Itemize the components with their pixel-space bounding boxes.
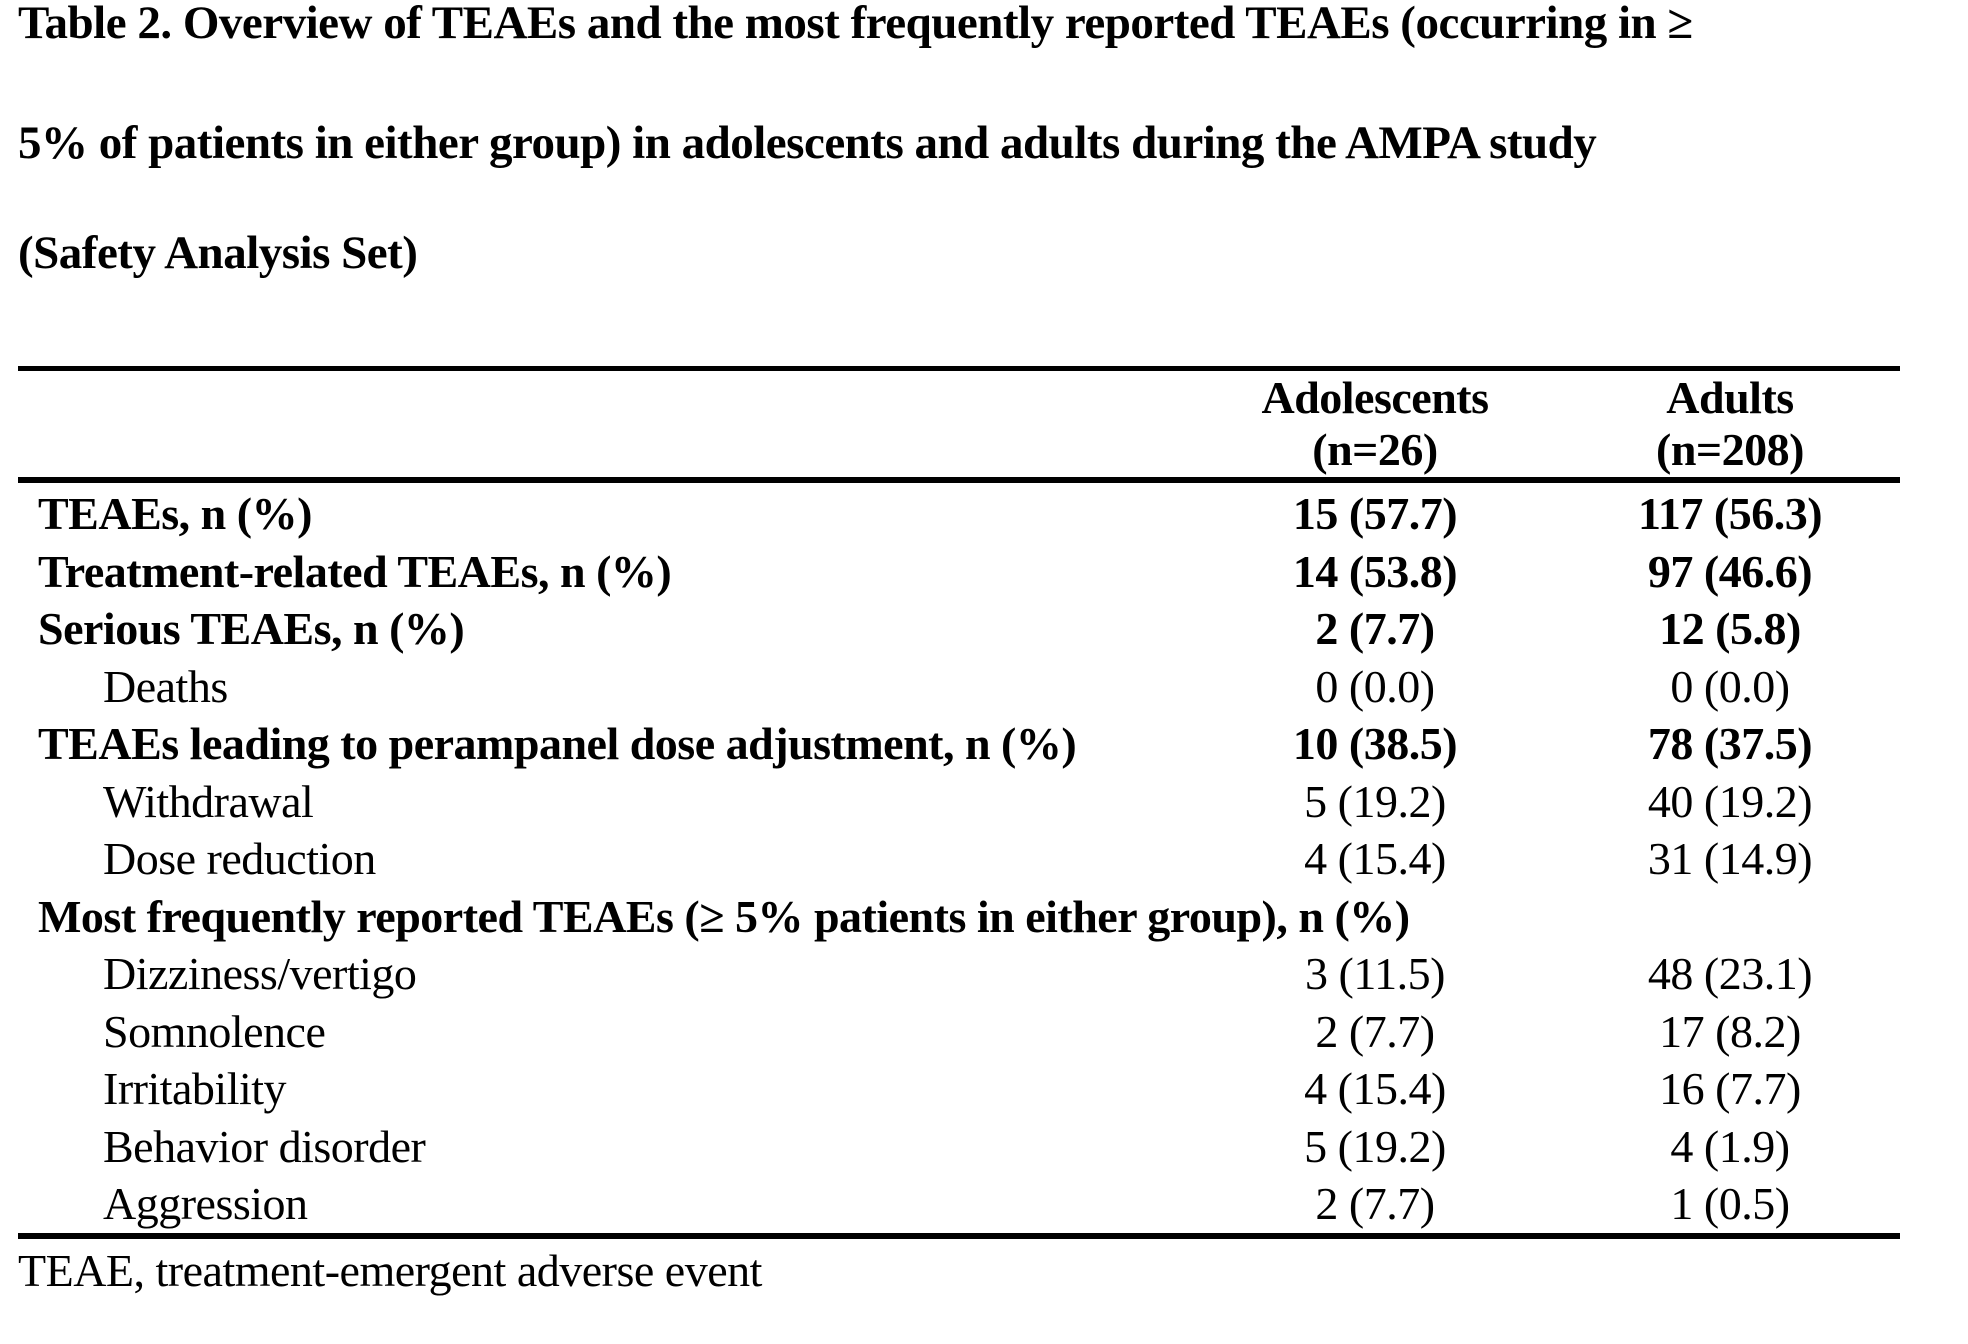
adolescents-value: 14 (53.8) <box>1292 545 1458 597</box>
table-row <box>18 1175 1900 1233</box>
table-row <box>18 543 1900 601</box>
table-row <box>18 773 1900 831</box>
row-label: Dose reduction <box>103 833 376 884</box>
adults-value: 0 (0.0) <box>1670 660 1790 712</box>
table-row <box>18 658 1900 716</box>
adolescents-value: 4 (15.4) <box>1304 1063 1446 1114</box>
table-row <box>18 485 1900 543</box>
adolescents-value: 2 (7.7) <box>1315 603 1435 654</box>
adults-value: 16 (7.7) <box>1659 1063 1801 1114</box>
adults-value: 4 (1.9) <box>1670 1120 1790 1172</box>
row-label: TEAEs, n (%) <box>38 488 312 539</box>
row-label: Aggression <box>103 1178 308 1229</box>
row-label: Somnolence <box>103 1005 326 1057</box>
adolescents-value: 5 (19.2) <box>1304 775 1446 827</box>
adolescents-value: 5 (19.2) <box>1304 1120 1446 1172</box>
header-adults-name: Adults <box>1666 372 1794 423</box>
row-label: Deaths <box>103 660 228 712</box>
adults-value: 17 (8.2) <box>1659 1005 1801 1057</box>
adults-value: 12 (5.8) <box>1659 603 1801 654</box>
header-adolescents-n: (n=26) <box>1312 424 1438 475</box>
row-label: Treatment-related TEAEs, n (%) <box>38 545 672 597</box>
adolescents-value: 15 (57.7) <box>1292 488 1458 539</box>
header-spacer <box>18 372 1190 476</box>
adolescents-value: 2 (7.7) <box>1315 1178 1435 1229</box>
header-adolescents-name: Adolescents <box>1261 372 1489 423</box>
table-row <box>18 1003 1900 1061</box>
table-top-rule <box>18 366 1900 371</box>
row-label: TEAEs leading to perampanel dose adjustment, n (%) <box>38 718 1077 769</box>
adolescents-value: 3 (11.5) <box>1305 948 1445 999</box>
row-label: Most frequently reported TEAEs (≥ 5% patients in either group), n (%) <box>38 890 1410 942</box>
adults-value: 97 (46.6) <box>1647 545 1813 597</box>
row-label: Behavior disorder <box>103 1120 426 1172</box>
table-row <box>18 715 1900 773</box>
table-header-row <box>18 372 1900 476</box>
table-row <box>18 600 1900 658</box>
table-row <box>18 830 1900 888</box>
adults-value: 117 (56.3) <box>1637 488 1823 539</box>
table-row <box>18 1118 1900 1176</box>
table-caption-line-1: Table 2. Overview of TEAEs and the most frequently reported TEAEs (occurring in ≥ <box>18 0 1693 49</box>
row-label: Dizziness/vertigo <box>103 948 417 999</box>
table-footnote: TEAE, treatment-emergent adverse event <box>18 1245 762 1296</box>
adults-value: 31 (14.9) <box>1647 833 1813 884</box>
table-row <box>18 888 1900 946</box>
table-row <box>18 945 1900 1003</box>
row-label: Withdrawal <box>103 775 314 827</box>
table-caption-line-2: 5% of patients in either group) in adolescents and adults during the AMPA study <box>18 117 1597 169</box>
table-row <box>18 1060 1900 1118</box>
adolescents-value: 4 (15.4) <box>1304 833 1446 884</box>
adolescents-value: 0 (0.0) <box>1315 660 1435 712</box>
table-body <box>18 485 1900 1233</box>
header-adults <box>1560 372 1900 476</box>
adults-value: 1 (0.5) <box>1670 1178 1790 1229</box>
row-label: Irritability <box>103 1063 287 1114</box>
adults-value: 40 (19.2) <box>1647 775 1813 827</box>
adults-value: 48 (23.1) <box>1647 948 1813 999</box>
table-bottom-rule <box>18 1233 1900 1239</box>
adolescents-value: 10 (38.5) <box>1292 718 1458 769</box>
table-header-rule <box>18 477 1900 483</box>
row-label: Serious TEAEs, n (%) <box>38 603 465 654</box>
header-adults-n: (n=208) <box>1656 424 1804 475</box>
adolescents-value: 2 (7.7) <box>1315 1005 1435 1057</box>
adults-value: 78 (37.5) <box>1647 718 1813 769</box>
header-adolescents <box>1190 372 1560 476</box>
table-caption-line-3: (Safety Analysis Set) <box>18 227 418 279</box>
